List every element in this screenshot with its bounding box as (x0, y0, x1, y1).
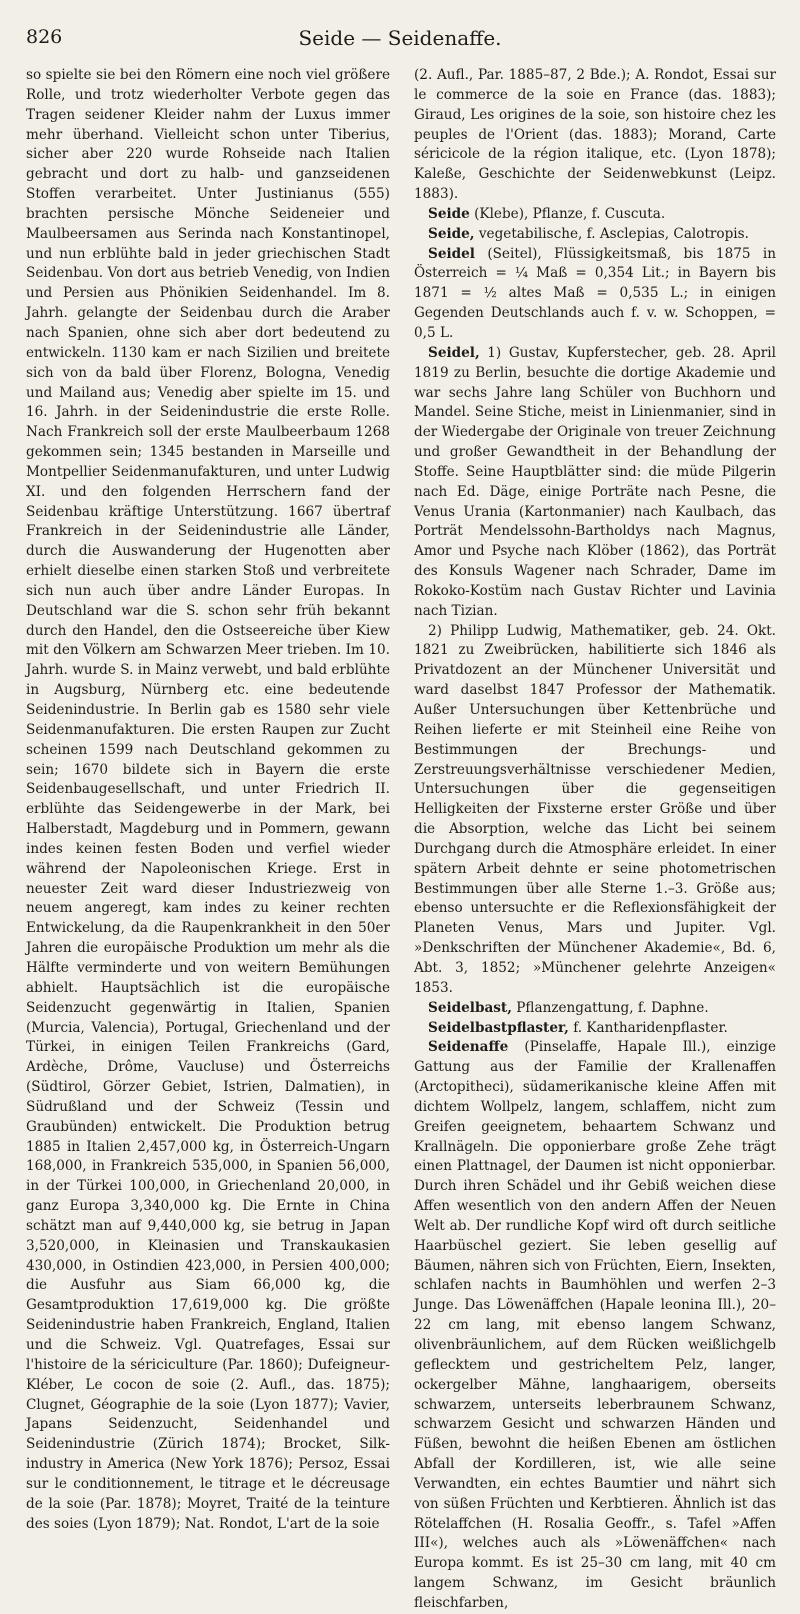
bibliography-continuation: (2. Aufl., Par. 1885–87, 2 Bde.); A. Rondot, Essai sur le commerce de la soie en France (das. 1883); Giraud, Les origines de la soie, son histoire chez les peuples de l'Orient (das. 1883); Morand, Carte séricicole de la région italique, etc. (Lyon 1878); Kaleße, Geschichte der Seidenwebkunst (Leipz. 1883). (414, 67, 776, 203)
entry-seidelbast (414, 999, 776, 1019)
entry-seidel-gustav (414, 344, 776, 622)
entry-seidelbastpflaster (414, 1019, 776, 1039)
article-continuation: so spielte sie bei den Römern eine noch viel größere Rolle, und trotz wiederholter Verbote gegen das Tragen seidener Kleider nahm der Luxus immer mehr überhand. Vielleicht schon unter Tiberius, sicher aber 220 wurde Rohseide nach Italien gebracht und dort zu halb- und ganzseidenen Stoffen verarbeitet. Unter Justinianus (555) brachten persische Mönche Seideneier und Maulbeersamen aus Serinda nach Konstantinopel, und nun erblühte bald in jeder griechischen Stadt Seidenbau. Von dort aus betrieb Venedig, von Indien und Persien aus Phönikien Seidenhandel. Im 8. Jahrh. gelangte der Seidenbau durch die Araber nach Spanien, ohne sich aber dort bedeutend zu entwickeln. 1130 kam er nach Sizilien und breitete sich von da bald über Florenz, Bologna, Venedig und Mailand aus; Venedig aber spielte im 15. und 16. Jahrh. in der Seidenindustrie die erste Rolle. Nach Frankreich soll der erste Maulbeerbaum 1268 gekommen sein; 1345 bestanden in Marseille und Montpellier Seidenmanufakturen, und unter Ludwig XI. und den folgenden Herrschern fand der Seidenbau kräftige Unterstützung. 1667 übertraf Frankreich in der Seidenindustrie alle Länder, durch die Auswanderung der Hugenotten aber erhielt dieselbe einen starken Stoß und verbreitete sich nun auch über andre Länder Europas. In Deutschland war die S. schon sehr früh bekannt durch den Handel, den die Ostseereiche über Kiew mit den Völkern am Schwarzen Meer trieben. Im 10. Jahrh. wurde S. in Mainz verwebt, und bald erblühte in Augsburg, Nürnberg etc. eine bedeutende Seidenindustrie. In Berlin gab es 1580 sehr viele Seidenmanufakturen. Die ersten Raupen zur Zucht scheinen 1599 nach Deutschland gekommen zu sein; 1670 bildete sich in Bayern die erste Seidenbaugesellschaft, und unter Friedrich II. erblühte das Seidengewerbe in der Mark, bei Halberstadt, Magdeburg und in Pommern, gewann indes keinen festen Boden und verfiel wieder während der Napoleonischen Kriege. Erst in neuester Zeit ward dieser Industriezweig von neuem angeregt, kam indes zu keiner rechten Entwickelung, da die Raupenkrankheit in den 50er Jahren die europäische Produktion um mehr als die Hälfte verminderte und von weitern Bemühungen abhielt. Hauptsächlich ist die europäische Seidenzucht gegenwärtig in Italien, Spanien (Murcia, Valencia), Portugal, Griechenland und der Türkei, in einigen Teilen Frankreichs (Gard, Ardèche, Drôme, Vaucluse) und Österreichs (Südtirol, Görzer Gebiet, Istrien, Dalmatien), in Südrußland und der Schweiz (Tessin und Graubünden) entwickelt. Die Produktion betrug 1885 in Italien 2,457,000 kg, in Österreich-Ungarn 168,000, in Frankreich 535,000, in Spanien 56,000, in der Türkei 100,000, in Griechenland 20,000, in ganz Europa 3,340,000 kg. Die Ernte in China schätzt man auf 9,440,000 kg, sie betrug in Japan 3,520,000, in Kleinasien und Transkaukasien 430,000, in Ostindien 423,000, in Persien 400,000; die Ausfuhr aus Siam 66,000 kg, die Gesamtproduktion 17,619,000 kg. Die größte Seidenindustrie haben Frankreich, England, Italien und die Schweiz. Vgl. Quatrefages, Essai sur l'histoire de la sériciculture (Par. 1860); Dufeigneur-Kléber, Le cocon de soie (2. Aufl., das. 1875); Clugnet, Géographie de la soie (Lyon 1877); Vavier, Japans Seidenzucht, Seidenhandel und Seidenindustrie (Zürich 1874); Brocket, Silk-industry in America (New York 1876); Persoz, Essai sur le conditionnement, le titrage et le décreusage de la soie (Par. 1878); Moyret, Traité de la teinture des soies (Lyon 1879); Nat. Rondot, L'art de la soie (26, 67, 390, 1532)
entry-text: f. Kantharidenpflaster. (568, 1019, 728, 1036)
page-header (26, 26, 774, 56)
headword: Seidelbast, (428, 999, 512, 1016)
headword: Seidenaffe (428, 1039, 509, 1056)
headword: Seidelbastpflaster, (428, 1019, 569, 1036)
entry-text: 1) Gustav, Kupferstecher, geb. 28. April 1819 zu Berlin, besuchte die dortige Akademie und war sechs Jahre lang Schüler von Buchhorn und Mandel. Seine Stiche, meist in Linienmanier, sind in der Wiedergabe der Originale von treuer Zeichnung und großer Gewandtheit in der Behandlung der Stoffe. Seine Hauptblätter sind: die müde Pilgerin nach Ed. Däge, einige Porträte nach Pesne, die Venus Urania (Kartonmanier) nach Kaulbach, das Porträt Mendelssohn-Bartholdys nach Magnus, Amor und Psyche nach Klöber (1862), das Porträt des Konsuls Wagener nach Schrader, Dame im Rokoko-Kostüm nach Gustav Richter und Lavinia nach Tizian. (414, 344, 776, 619)
headword: Seidel (428, 245, 475, 262)
page-number: 826 (26, 26, 63, 48)
page-title: Seide — Seidenaffe. (298, 26, 502, 50)
left-column (26, 66, 390, 1532)
entry-seide-pflanze (414, 205, 776, 225)
entry-text: (Pinselaffe, Hapale Ill.), einzige Gattung aus der Familie der Krallenaffen (Arctopitheci), südamerikanische kleine Affen mit dichtem Wollpelz, langem, schlaffem, nicht zum Greifen geeignetem, behaartem Schwanz und Krallnägeln. Die opponierbare große Zehe trägt einen Plattnagel, der Daumen ist nicht opponierbar. Durch ihren Schädel und ihr Gebiß weichen diese Affen wesentlich von den andern Affen der Neuen Welt ab. Der rundliche Kopf wird oft durch seitliche Haarbüschel geziert. Sie leben gesellig auf Bäumen, nähren sich von Früchten, Eiern, Insekten, schlafen nachts in Baumhöhlen und werfen 2–3 Junge. Das Löwenäffchen (Hapale leonina Ill.), 20–22 cm lang, mit ebenso langem Schwanz, olivenbräunlichem, auf dem Rücken weißlichgelb geflecktem und gestricheltem Pelz, langer, ockergelber Mähne, langhaarigem, oberseits schwarzem, unterseits leberbraunem Schwanz, schwarzem Gesicht und schwarzen Händen und Füßen, bewohnt die heißen Ebenen am östlichen Abfall der Kordilleren, ist, wie alle seine Verwandten, ein echtes Baumtier und nährt sich von süßen Früchten und Kerbtieren. Ähnlich ist das Rötelaffchen (H. Rosalia Geoffr., s. Tafel »Affen III«), welches auch als »Löwenäffchen« nach Europa kommt. Es ist 25–30 cm lang, mit 40 cm langem Schwanz, im Gesicht bräunlich fleischfarben, (414, 1039, 776, 1611)
right-column (414, 66, 776, 1611)
headword: Seidel, (428, 344, 480, 361)
entry-seidel-mass (414, 245, 776, 344)
headword: Seide, (428, 225, 475, 242)
entry-seidenaffe (414, 1038, 776, 1613)
entry-text: (Seitel), Flüssigkeitsmaß, bis 1875 in Österreich = ¼ Maß = 0,354 Lit.; in Bayern bis 1871 = ½ altes Maß = 0,535 L.; in einigen Gegenden Deutschlands auch f. v. w. Schoppen, = 0,5 L. (414, 245, 776, 341)
entry-text: Pflanzengattung, f. Daphne. (511, 999, 709, 1016)
entry-text: (Klebe), Pflanze, f. Cuscuta. (469, 205, 666, 222)
entry-seidel-philipp: 2) Philipp Ludwig, Mathematiker, geb. 24. Okt. 1821 zu Zweibrücken, habilitierte sich 1846 als Privatdozent an der Münchener Universität und ward daselbst 1847 Professor der Mathematik. Außer Untersuchungen über Kettenbrüche und Reihen lieferte er mit Steinheil eine Reihe von Bestimmungen der Brechungs- und Zerstreuungsverhältnisse verschiedener Medien, Untersuchungen über die gegenseitigen Helligkeiten der Fixsterne erster Größe und über die Absorption, welche das Licht bei seinem Durchgang durch die Atmosphäre erleidet. In einer spätern Arbeit dehnte er seine photometrischen Bestimmungen über alle Sterne 1.–3. Größe aus; ebenso untersuchte er die Reflexionsfähigkeit der Planeten Venus, Mars und Jupiter. Vgl. »Denkschriften der Münchener Akademie«, Bd. 6, Abt. 3, 1852; »Münchener gelehrte Anzeigen« 1853. (414, 622, 776, 996)
entry-text: vegetabilische, f. Asclepias, Calotropis. (474, 225, 749, 242)
entry-seide-vegetabilisch (414, 225, 776, 245)
headword: Seide (428, 205, 470, 222)
